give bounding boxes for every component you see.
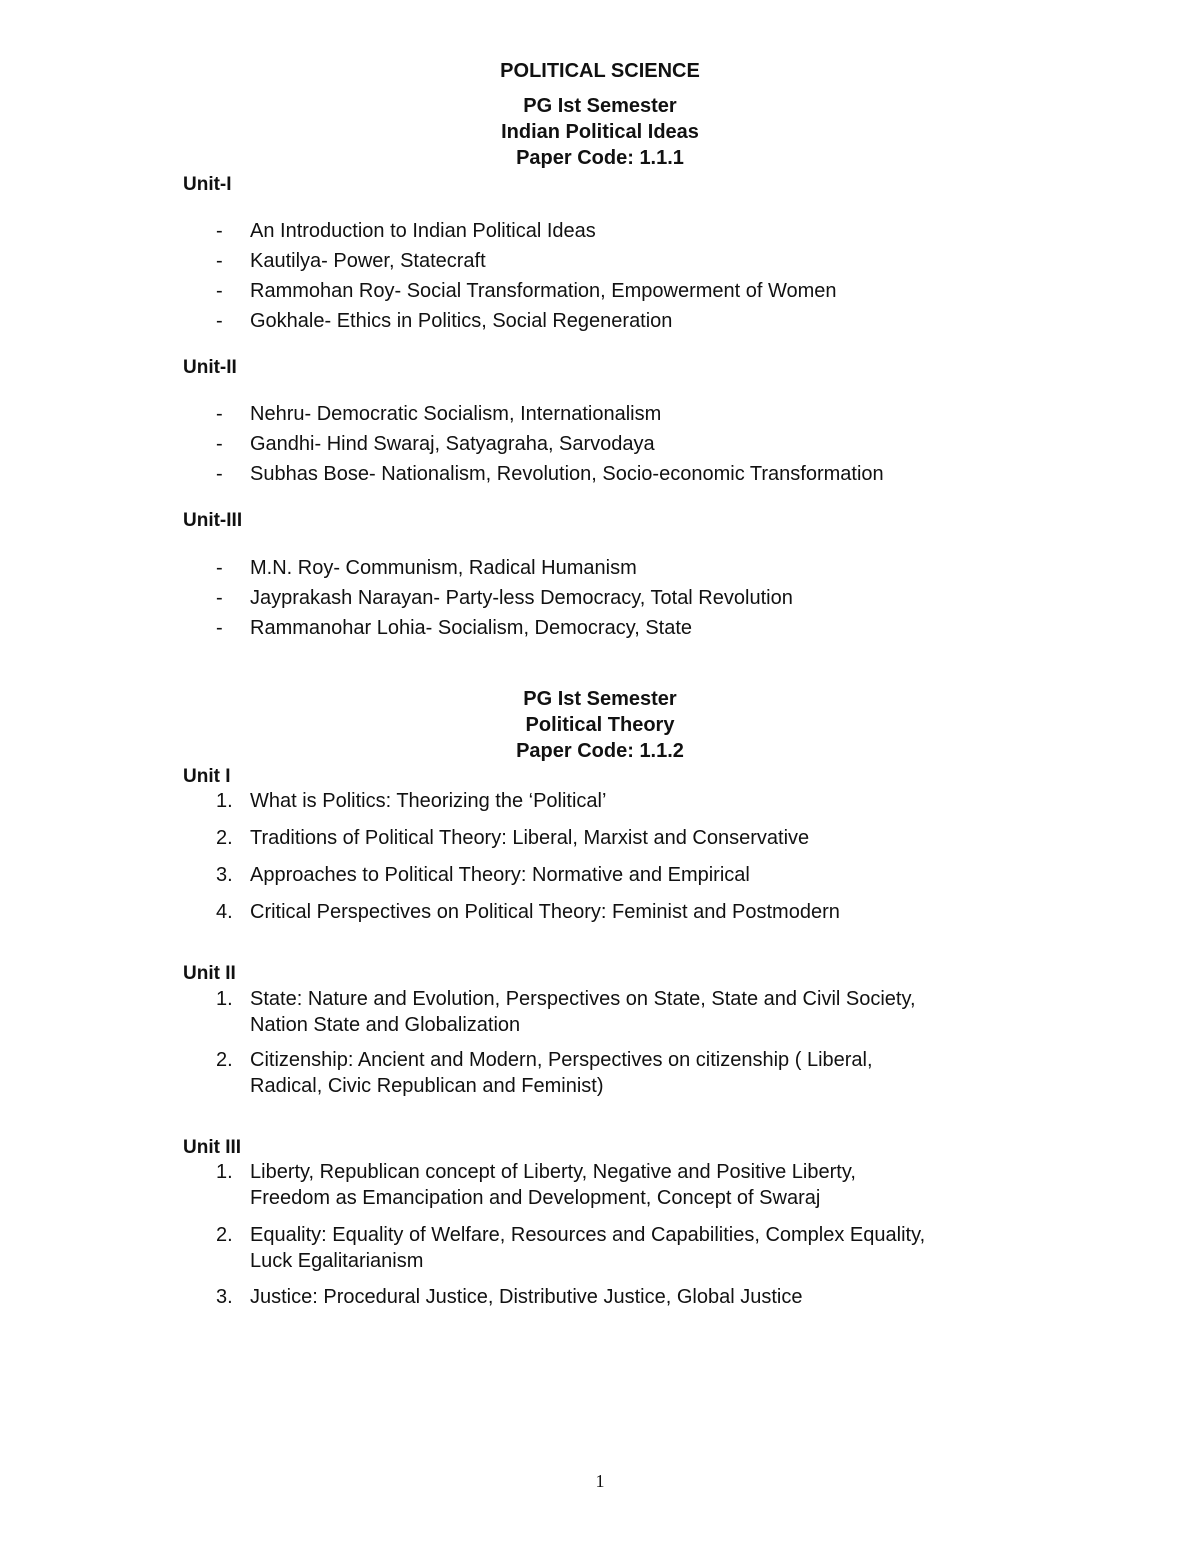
- paper2-semester: PG Ist Semester: [523, 688, 677, 710]
- paper2-unit3-label: Unit III: [183, 1137, 242, 1158]
- paper1-code: Paper Code: 1.1.1: [516, 147, 684, 169]
- department-title: POLITICAL SCIENCE: [500, 60, 700, 82]
- page-number: 1: [595, 1471, 605, 1491]
- paper2-title: Political Theory: [525, 714, 675, 736]
- paper2-code: Paper Code: 1.1.2: [516, 740, 684, 762]
- paper1-title: Indian Political Ideas: [501, 121, 699, 143]
- paper1-semester: PG Ist Semester: [523, 95, 677, 117]
- document-page: POLITICAL SCIENCE PG Ist Semester Indian Political Ideas Paper Code: 1.1.1 Unit-I - An Introduction to Indian Political Ideas - Kautilya- Power, Statecraft - Rammohan Roy- Social Transformation, Empowerment of Women - Gokhale- Ethics in Politics, Social Regeneration Unit-II - Nehru- Democratic Socialism, Internationalism - Gandhi- Hind Swaraj, Satyagraha, Sarvodaya - Subhas Bose- Nationalism, Revolution, Socio-economic Transformation Unit-III - M.N. Roy- Communism, Radical Humanism - Jayprakash Narayan- Party-less Democracy, Total Revolution - Rammanohar Lohia- Socialism, Democracy, State PG Ist Semester Political Theory Paper Code: 1.1.2 Unit I 1. What is Politics: Theorizing the ‘Political’ 2. Traditions of Political Theory: Liberal, Marxist and Conservative 3. Approaches to Political Theory: Normative and Empirical 4. Critical Perspectives on Political Theory: Feminist and Postmodern Unit II 1. State: Nature and Evolution, Perspectives on State, State and Civil Society, Nation State and Globalization 2. Citizenship: Ancient and Modern, Perspectives on citizenship ( Liberal, Radical, Civic Republican and Feminist) Unit III 1. Liberty, Republican concept of Liberty, Negative and Positive Liberty, Freedom as Emancipation and Development, Concept of Swaraj 2. Equality: Equality of Welfare, Resources and Capabilities, Complex Equality, Luck Egalitarianism 3. Justice: Procedural Justice, Distributive Justice, Global Justice 1: [0, 0, 1200, 1553]
- paper2-unit2-label: Unit II: [183, 963, 236, 984]
- paper1-unit1-label: Unit-I: [183, 174, 232, 195]
- paper1-unit3-label: Unit-III: [183, 510, 243, 531]
- paper1-unit2-label: Unit-II: [183, 357, 237, 378]
- paper2-unit1-label: Unit I: [183, 766, 231, 787]
